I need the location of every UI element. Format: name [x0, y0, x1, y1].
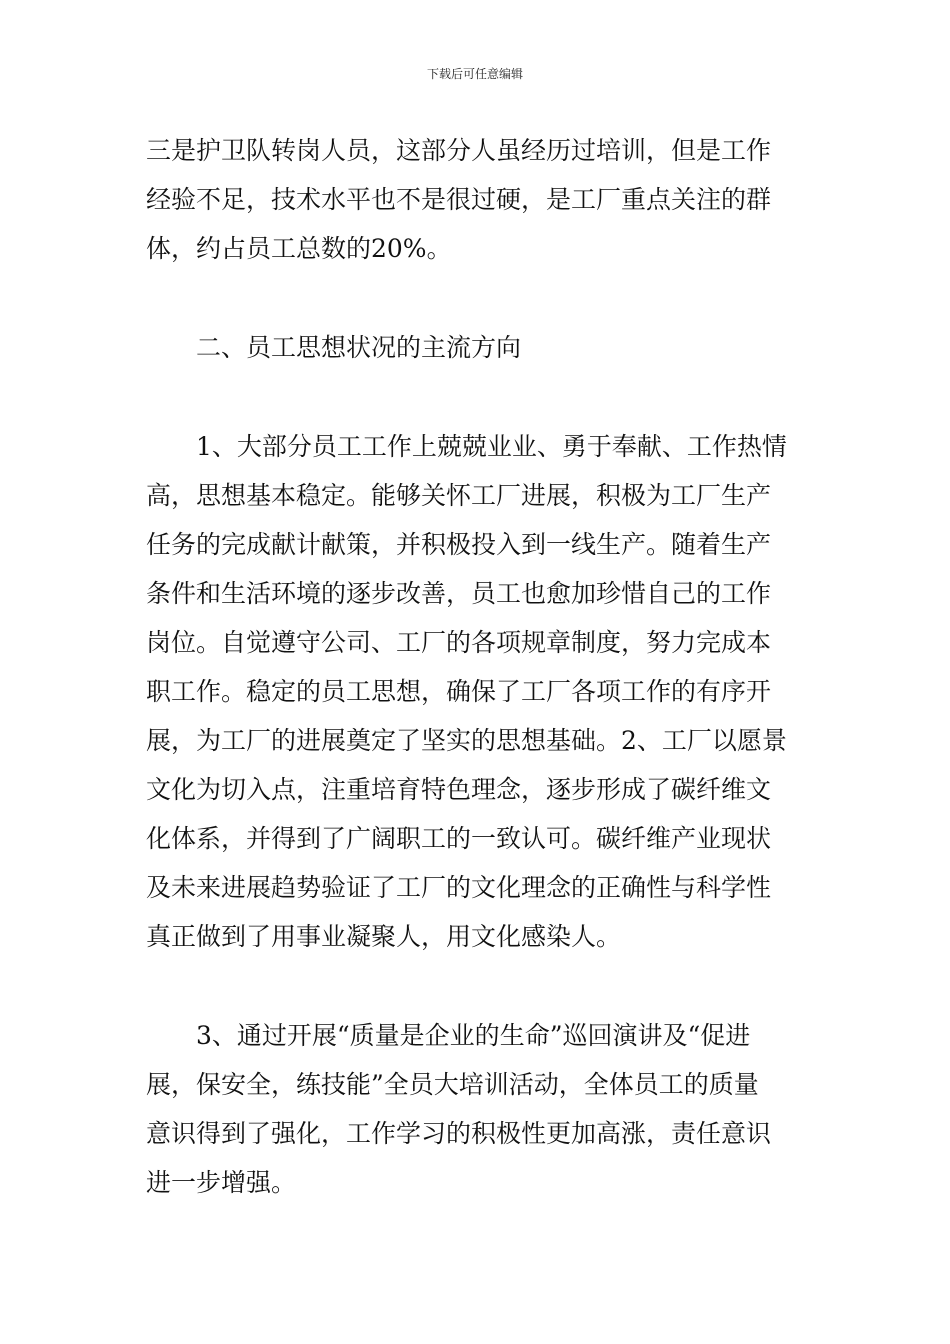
- paragraph-spacer: [146, 273, 816, 323]
- section-heading: [146, 323, 816, 372]
- paragraph-1: [146, 126, 816, 273]
- paragraph-spacer: [146, 961, 816, 1011]
- text-line: 进一步增强。: [146, 1168, 297, 1197]
- text-line: 化体系，并得到了广阔职工的一致认可。碳纤维产业现状: [146, 824, 772, 853]
- text-line: 1、大部分员工工作上兢兢业业、勇于奉献、工作热情: [196, 432, 787, 461]
- text-line: 三是护卫队转岗人员，这部分人虽经历过培训，但是工作: [146, 136, 772, 165]
- text-line: 文化为切入点，注重培育特色理念，逐步形成了碳纤维文: [146, 775, 772, 804]
- text-line: 岗位。自觉遵守公司、工厂的各项规章制度，努力完成本: [146, 628, 772, 657]
- section-heading-text: 二、员工思想状况的主流方向: [196, 333, 522, 362]
- text-line: 及未来进展趋势验证了工厂的文化理念的正确性与科学性: [146, 873, 772, 902]
- text-line: 3、通过开展“质量是企业的生命”巡回演讲及“促进: [196, 1021, 751, 1050]
- text-line: 意识得到了强化，工作学习的积极性更加高涨，责任意识: [146, 1119, 772, 1148]
- paragraph-spacer: [146, 372, 816, 422]
- text-line: 职工作。稳定的员工思想，确保了工厂各项工作的有序开: [146, 677, 772, 706]
- text-line: 高，思想基本稳定。能够关怀工厂进展，积极为工厂生产: [146, 481, 772, 510]
- paragraph-3: [146, 1011, 816, 1207]
- header-note: 下载后可任意编辑: [426, 67, 523, 81]
- text-line: 真正做到了用事业凝聚人，用文化感染人。: [146, 922, 622, 951]
- text-line: 条件和生活环境的逐步改善，员工也愈加珍惜自己的工作: [146, 579, 772, 608]
- text-line: 经验不足，技术水平也不是很过硬，是工厂重点关注的群: [146, 185, 772, 214]
- text-line: 展，保安全，练技能”全员大培训活动，全体员工的质量: [146, 1070, 759, 1099]
- paragraph-2: [146, 422, 816, 961]
- text-line: 体，约占员工总数的20%。: [146, 234, 452, 263]
- text-line: 任务的完成献计献策，并积极投入到一线生产。随着生产: [146, 530, 772, 559]
- document-body: [146, 126, 816, 1207]
- text-line: 展，为工厂的进展奠定了坚实的思想基础。2、工厂以愿景: [146, 726, 787, 755]
